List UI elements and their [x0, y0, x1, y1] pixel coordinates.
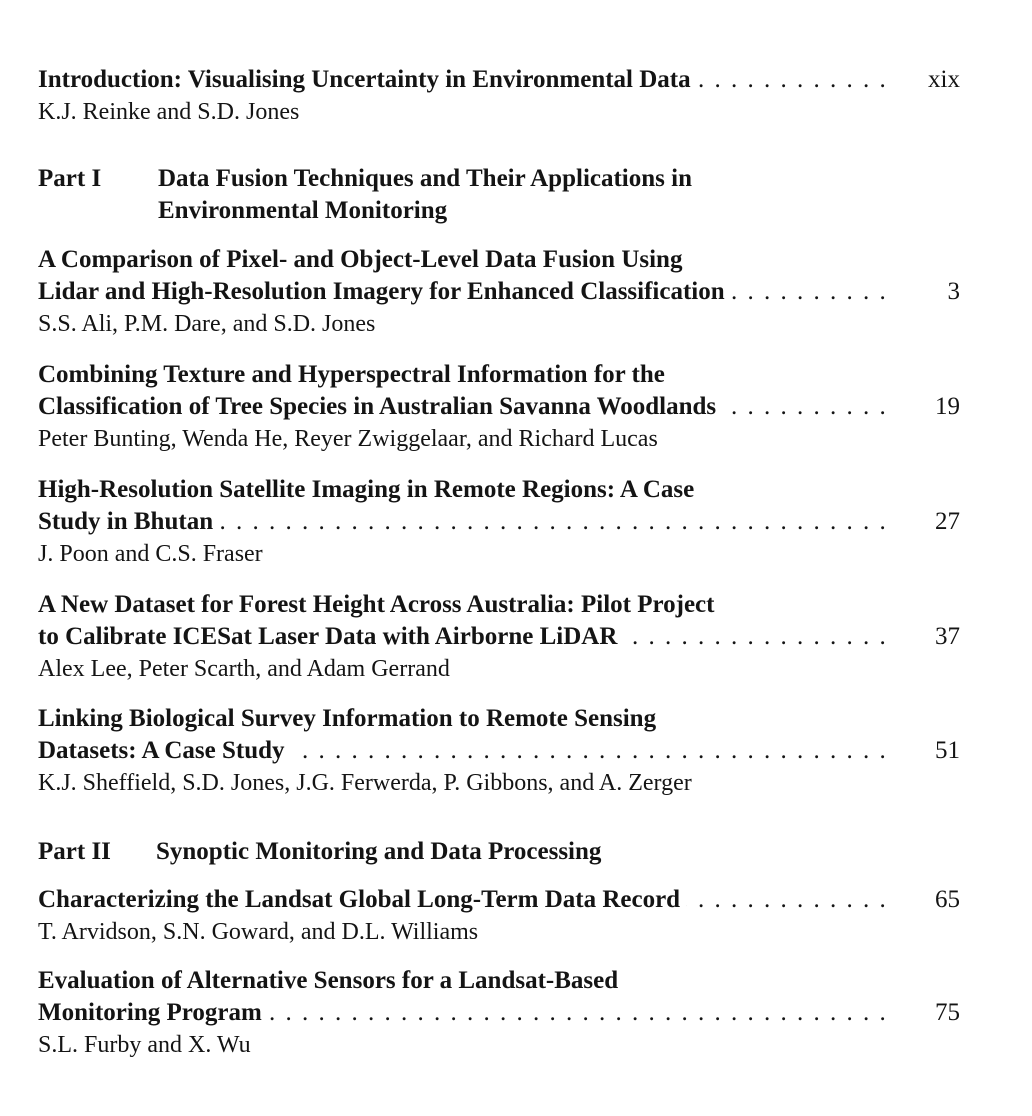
entry-title: A New Dataset for Forest Height Across Australia: Pilot Project [38, 591, 720, 618]
entry-title-line [38, 884, 960, 916]
entry-title-line-2 [38, 997, 960, 1029]
toc-entry[interactable] [38, 589, 960, 685]
page-number: 75 [935, 999, 960, 1026]
entry-title-cont: Lidar and High-Resolution Imagery for Enhanced Classification [38, 278, 731, 305]
entry-title-cont: Study in Bhutan [38, 508, 219, 535]
page-number: xix [928, 66, 960, 93]
entry-title-line-1 [38, 589, 960, 621]
toc-entry-introduction[interactable] [38, 64, 960, 128]
part-label: Part I [38, 165, 102, 192]
entry-title-line [38, 64, 960, 96]
entry-title-line-1 [38, 359, 960, 391]
part-label: Part II [38, 838, 111, 865]
entry-authors: J. Poon and C.S. Fraser [38, 541, 263, 567]
entry-title-line-1 [38, 703, 960, 735]
entry-title: A Comparison of Pixel- and Object-Level Data Fusion Using [38, 246, 688, 273]
toc-entry[interactable] [38, 359, 960, 455]
page-number: 3 [947, 278, 960, 305]
page-number: 19 [935, 393, 960, 420]
page-number: 37 [935, 623, 960, 650]
toc-entry[interactable] [38, 703, 960, 799]
toc-entry[interactable] [38, 244, 960, 340]
page-number: 51 [935, 737, 960, 764]
part-title: Synoptic Monitoring and Data Processing [156, 838, 602, 865]
part-heading-2 [38, 836, 960, 868]
entry-title-line-1 [38, 244, 960, 276]
entry-title-line-2 [38, 391, 960, 423]
entry-authors: Alex Lee, Peter Scarth, and Adam Gerrand [38, 656, 450, 682]
entry-title: Characterizing the Landsat Global Long-Term Data Record [38, 886, 686, 913]
entry-title-cont: to Calibrate ICESat Laser Data with Airborne LiDAR [38, 623, 623, 650]
entry-title-line-2 [38, 735, 960, 767]
entry-title: Linking Biological Survey Information to Remote Sensing [38, 705, 662, 732]
entry-authors: S.L. Furby and X. Wu [38, 1032, 251, 1058]
entry-title-cont: Datasets: A Case Study [38, 737, 291, 764]
entry-authors: K.J. Sheffield, S.D. Jones, J.G. Ferwerda, P. Gibbons, and A. Zerger [38, 770, 692, 796]
entry-title: High-Resolution Satellite Imaging in Remote Regions: A Case [38, 476, 700, 503]
entry-title: Combining Texture and Hyperspectral Information for the [38, 361, 671, 388]
entry-authors: S.S. Ali, P.M. Dare, and S.D. Jones [38, 311, 376, 337]
entry-title-cont: Classification of Tree Species in Australian Savanna Woodlands [38, 393, 722, 420]
entry-title: Introduction: Visualising Uncertainty in Environmental Data [38, 66, 697, 93]
part-title: Data Fusion Techniques and Their Applications in Environmental Monitoring [158, 165, 692, 224]
entry-authors: Peter Bunting, Wenda He, Reyer Zwiggelaar, and Richard Lucas [38, 426, 658, 452]
page-number: 27 [935, 508, 960, 535]
toc-entry[interactable] [38, 884, 960, 948]
entry-title-line-1 [38, 965, 960, 997]
toc-entry[interactable] [38, 965, 960, 1061]
entry-authors: T. Arvidson, S.N. Goward, and D.L. Williams [38, 919, 479, 945]
entry-title-line-2 [38, 621, 960, 653]
toc-entry[interactable] [38, 474, 960, 570]
entry-title-line-2 [38, 276, 960, 308]
entry-title-line-2 [38, 506, 960, 538]
entry-title-cont: Monitoring Program [38, 999, 268, 1026]
page-number: 65 [935, 886, 960, 913]
part-heading-1 [38, 163, 960, 227]
entry-title: Evaluation of Alternative Sensors for a Landsat-Based [38, 967, 624, 994]
entry-authors: K.J. Reinke and S.D. Jones [38, 99, 300, 125]
entry-title-line-1 [38, 474, 960, 506]
